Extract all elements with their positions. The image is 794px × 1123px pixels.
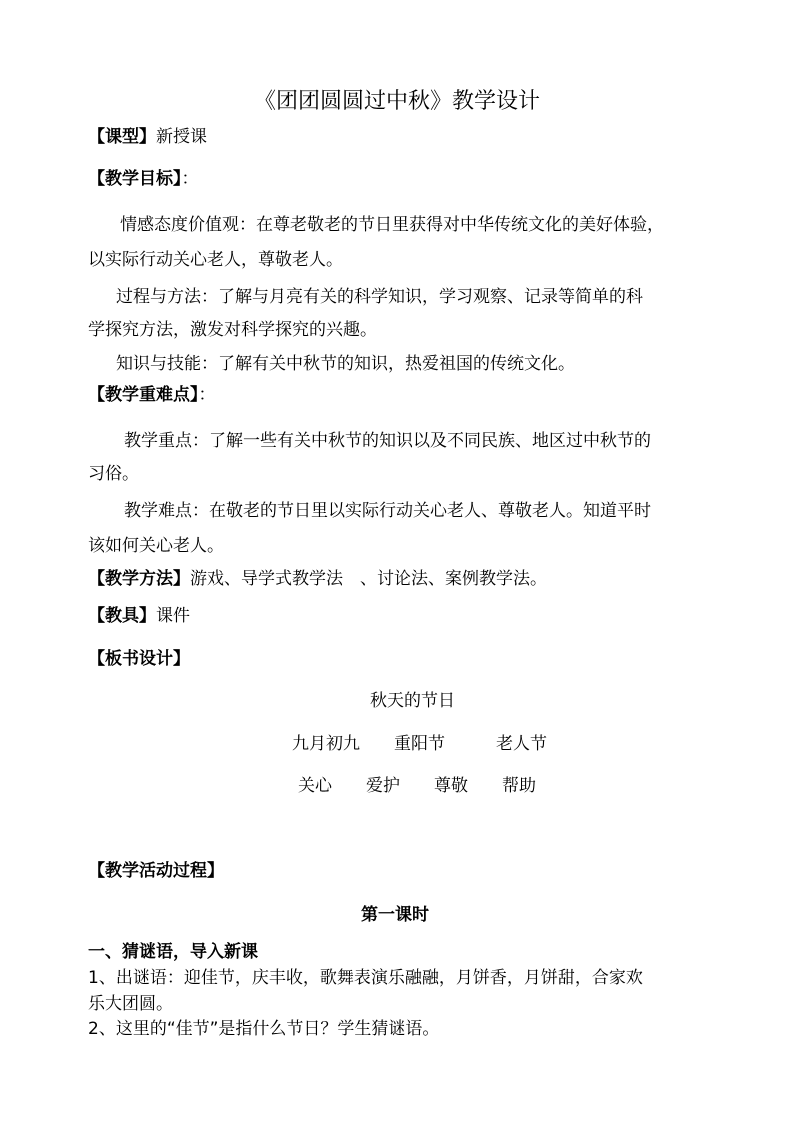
board-line2: 九月初九 重阳节 老人节 (292, 734, 547, 754)
lesson-type-row (88, 126, 207, 148)
key-points-colon: ： (198, 385, 216, 405)
tools-row (88, 605, 190, 627)
board-line3: 关心 爱护 尊敬 帮助 (298, 776, 536, 796)
lesson-type-label: 【课型】 (88, 127, 156, 147)
board-line1: 秋天的节日 (370, 691, 455, 711)
key-points-label: 【教学重难点】 (88, 385, 199, 405)
key-difficulty-line2: 该如何关心老人。 (88, 536, 224, 556)
goals-colon: ： (181, 169, 199, 189)
item1-line2: 乐大团圆。 (88, 994, 173, 1014)
key-focus-line1: 教学重点：了解一些有关中秋节的知识以及不同民族、地区过中秋节的 (124, 431, 651, 451)
period-heading: 第一课时 (361, 905, 429, 925)
key-focus-line2: 习俗。 (88, 464, 139, 484)
section-heading: 一、猜谜语，导入新课 (88, 942, 258, 962)
item2-line: 2、这里的“佳节”是指什么节日？学生猜谜语。 (88, 1019, 440, 1039)
goals-label: 【教学目标】 (88, 169, 182, 189)
document-title: 《团团圆圆过中秋》教学设计 (253, 89, 540, 114)
process-heading: 【教学活动过程】 (88, 861, 224, 881)
goals-heading (88, 168, 199, 190)
methods-row (88, 568, 547, 590)
tools-label: 【教具】 (88, 606, 156, 626)
board-heading: 【板书设计】 (88, 649, 190, 669)
tools-value: 课件 (156, 606, 190, 626)
key-points-heading (88, 384, 216, 406)
methods-value: 游戏、导学式教学法 、讨论法、案例教学法。 (190, 569, 547, 589)
goal-emotion-line2: 以实际行动关心老人，尊敬老人。 (88, 250, 343, 270)
goal-knowledge-line: 知识与技能：了解有关中秋节的知识，热爱祖国的传统文化。 (116, 354, 575, 374)
goal-emotion-line1: 情感态度价值观：在尊老敬老的节日里获得对中华传统文化的美好体验， (120, 215, 664, 235)
methods-label: 【教学方法】 (88, 569, 190, 589)
goal-process-line1: 过程与方法：了解与月亮有关的科学知识，学习观察、记录等简单的科 (116, 287, 643, 307)
lesson-type-value: 新授课 (156, 127, 207, 147)
item1-line1: 1、出谜语：迎佳节，庆丰收，歌舞表演乐融融，月饼香，月饼甜，合家欢 (88, 968, 643, 988)
key-difficulty-line1: 教学难点：在敬老的节日里以实际行动关心老人、尊敬老人。知道平时 (124, 501, 651, 521)
goal-process-line2: 学探究方法，激发对科学探究的兴趣。 (88, 320, 377, 340)
